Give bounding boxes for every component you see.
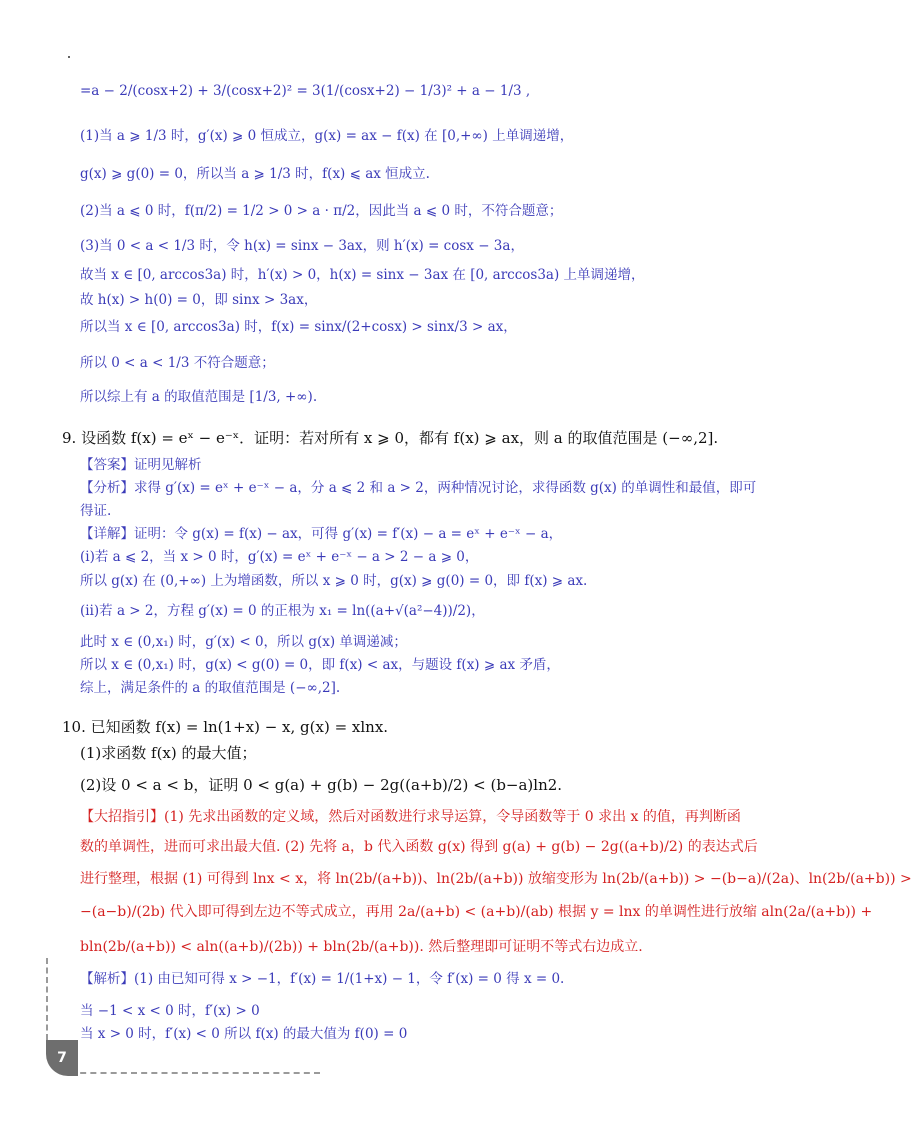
text-line: (1)当 a ⩾ 1/3 时，g′(x) ⩾ 0 恒成立，g(x) = ax − f(x) 在 [0,+∞) 上单调递增， (80, 128, 574, 144)
text-line: (2)当 a ⩽ 0 时，f(π/2) = 1/2 > 0 > a · π/2，因此当 a ⩽ 0 时，不符合题意； (80, 203, 563, 219)
page-border-horizontal (70, 1072, 320, 1074)
text-line: 此时 x ∈ (0,x₁) 时，g′(x) < 0，所以 g(x) 单调递减； (80, 634, 407, 650)
text-line: (ⅱ)若 a > 2，方程 g′(x) = 0 的正根为 x₁ = ln((a+√(a²−4))/2)， (80, 603, 485, 619)
text-line: 【分析】求得 g′(x) = eˣ + e⁻ˣ − a，分 a ⩽ 2 和 a > 2，两种情况讨论，求得函数 g(x) 的单调性和最值，即可 (80, 480, 757, 496)
text-line: (2)设 0 < a < b，证明 0 < g(a) + g(b) − 2g((a+b)/2) < (b−a)ln2. (80, 776, 563, 794)
text-line: bln(2b/(a+b)) < aln((a+b)/(2b)) + bln(2b/(a+b)). 然后整理即可证明不等式右边成立. (80, 939, 643, 955)
text-line: 所以 g(x) 在 (0,+∞) 上为增函数，所以 x ⩾ 0 时，g(x) ⩾ g(0) = 0，即 f(x) ⩾ ax. (80, 573, 588, 589)
text-line: 当 x > 0 时，f′(x) < 0 所以 f(x) 的最大值为 f(0) = 0 (80, 1026, 408, 1042)
text-line: 【答案】证明见解析 (80, 457, 202, 473)
page-number: 7 (46, 1040, 78, 1076)
text-line: (3)当 0 < a < 1/3 时，令 h(x) = sinx − 3ax，则 h′(x) = cosx − 3a， (80, 238, 524, 254)
text-line: 当 −1 < x < 0 时，f′(x) > 0 (80, 1003, 260, 1019)
text-line: 9. 设函数 f(x) = eˣ − e⁻ˣ．证明：若对所有 x ⩾ 0，都有 f(x) ⩾ ax，则 a 的取值范围是 (−∞,2]. (62, 429, 719, 447)
text-line: 数的单调性，进而可求出最大值. (2) 先将 a，b 代入函数 g(x) 得到 g(a) + g(b) − 2g((a+b)/2) 的表达式后 (80, 839, 758, 855)
text-line: 【解析】(1) 由已知可得 x > −1，f′(x) = 1/(1+x) − 1，令 f′(x) = 0 得 x = 0. (80, 971, 565, 987)
text-line: 故 h(x) > h(0) = 0，即 sinx > 3ax， (80, 292, 318, 308)
text-line: 所以 0 < a < 1/3 不符合题意； (80, 355, 275, 371)
page-mark-dot (68, 56, 70, 58)
text-line: 【详解】证明：令 g(x) = f(x) − ax，可得 g′(x) = f′(x) − a = eˣ + e⁻ˣ − a， (80, 526, 563, 542)
text-line: g(x) ⩾ g(0) = 0，所以当 a ⩾ 1/3 时，f(x) ⩽ ax 恒成立. (80, 166, 430, 182)
text-line: 10. 已知函数 f(x) = ln(1+x) − x, g(x) = xlnx. (62, 718, 389, 736)
text-line: =a − 2/(cosx+2) + 3/(cosx+2)² = 3(1/(cosx+2) − 1/3)² + a − 1/3 , (80, 83, 531, 99)
text-line: (1)求函数 f(x) 的最大值； (80, 744, 257, 762)
text-line: 综上，满足条件的 a 的取值范围是 (−∞,2]. (80, 680, 341, 696)
text-line: 所以 x ∈ (0,x₁) 时，g(x) < g(0) = 0，即 f(x) < ax，与题设 f(x) ⩾ ax 矛盾， (80, 657, 560, 673)
text-line: 进行整理，根据 (1) 可得到 lnx < x，将 ln(2b/(a+b))、ln(2b/(a+b)) 放缩变形为 ln(2b/(a+b)) > −(b−a)/(2a)、ln(2b/(a+b)) > (80, 871, 912, 887)
text-line: 【大招指引】(1) 先求出函数的定义域，然后对函数进行求导运算，令导函数等于 0 求出 x 的值，再判断函 (80, 809, 741, 825)
text-line: (ⅰ)若 a ⩽ 2，当 x > 0 时，g′(x) = eˣ + e⁻ˣ − a > 2 − a ⩾ 0， (80, 549, 479, 565)
page-border-vertical (46, 958, 48, 1040)
text-line: 得证. (80, 503, 112, 519)
text-line: 所以综上有 a 的取值范围是 [1/3, +∞). (80, 389, 318, 405)
text-line: −(a−b)/(2b) 代入即可得到左边不等式成立，再用 2a/(a+b) < (a+b)/(ab) 根据 y = lnx 的单调性进行放缩 aln(2a/(a+b)) + (80, 904, 873, 920)
text-line: 所以当 x ∈ [0, arccos3a) 时，f(x) = sinx/(2+cosx) > sinx/3 > ax， (80, 319, 517, 335)
text-line: 故当 x ∈ [0, arccos3a) 时，h′(x) > 0，h(x) = sinx − 3ax 在 [0, arccos3a) 上单调递增， (80, 267, 645, 283)
